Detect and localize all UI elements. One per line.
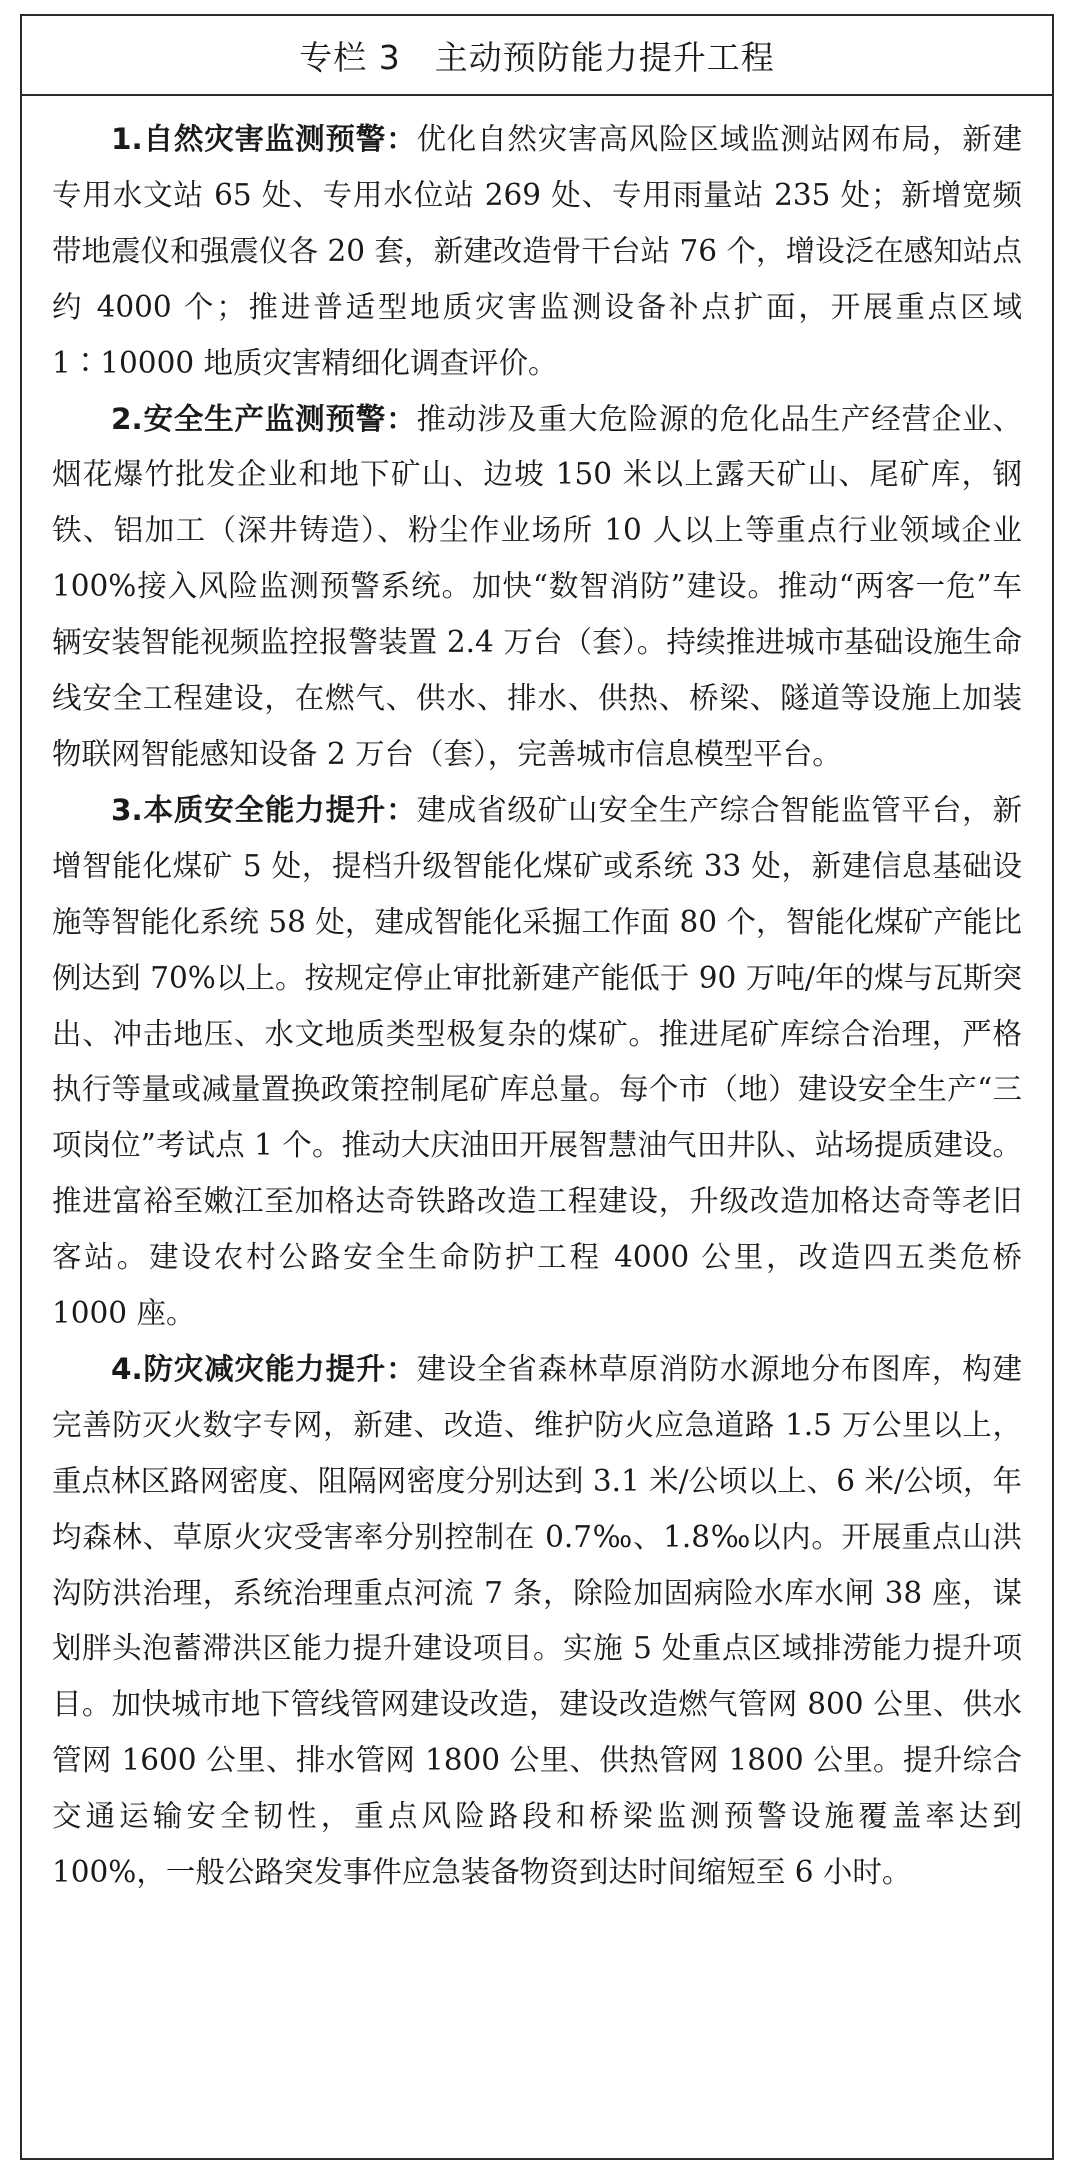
section-title: 3.本质安全能力提升： xyxy=(111,792,417,827)
column-header xyxy=(22,16,1052,96)
section-body: 建成省级矿山安全生产综合智能监管平台，新增智能化煤矿 5 处，提档升级智能化煤矿或系统 33 处，新建信息基础设施等智能化系统 58 处，建成智能化采掘工作面 80 个，智能化煤矿产能比例达到 70%以上。按规定停止审批新建产能低于 90 万吨/年的煤与瓦斯突出、冲击地压、水文地质类型极复杂的煤矿。推进尾矿库综合治理，严格执行等量或减量置换政策控制尾矿库总量。每个市（地）建设安全生产“三项岗位”考试点 1 个。推动大庆油田开展智慧油气田井队、站场提质建设。推进富裕至嫩江至加格达奇铁路改造工程建设，升级改造加格达奇等老旧客站。建设农村公路安全生命防护工程 4000 公里，改造四五类危桥 1000 座。 xyxy=(52,792,1022,1331)
section-title: 4.防灾减灾能力提升： xyxy=(111,1351,417,1386)
column-title: 专栏 3 主动预防能力提升工程 xyxy=(299,37,775,77)
section-natural-disaster xyxy=(52,112,1022,392)
section-body: 优化自然灾害高风险区域监测站网布局，新建专用水文站 65 处、专用水位站 269 处、专用雨量站 235 处；新增宽频带地震仪和强震仪各 20 套，新建改造骨干台站 76 个，增设泛在感知站点约 4000 个；推进普适型地质灾害监测设备补点扩面，开展重点区域 1∶10000 地质灾害精细化调查评价。 xyxy=(52,122,1022,380)
section-title: 2.安全生产监测预警： xyxy=(111,401,417,436)
section-body: 推动涉及重大危险源的危化品生产经营企业、烟花爆竹批发企业和地下矿山、边坡 150 米以上露天矿山、尾矿库，钢铁、铝加工（深井铸造）、粉尘作业场所 10 人以上等重点行业领域企业 100%接入风险监测预警系统。加快“数智消防”建设。推动“两客一危”车辆安装智能视频监控报警装置 2.4 万台（套）。持续推进城市基础设施生命线安全工程建设，在燃气、供水、排水、供热、桥梁、隧道等设施上加装物联网智能感知设备 2 万台（套），完善城市信息模型平台。 xyxy=(52,401,1022,771)
section-intrinsic-safety xyxy=(52,783,1022,1342)
section-production-safety xyxy=(52,392,1022,783)
section-body: 建设全省森林草原消防水源地分布图库，构建完善防灭火数字专网，新建、改造、维护防火应急道路 1.5 万公里以上，重点林区路网密度、阻隔网密度分别达到 3.1 米/公顷以上、6 米/公顷，年均森林、草原火灾受害率分别控制在 0.7‰、1.8‰以内。开展重点山洪沟防洪治理，系统治理重点河流 7 条，除险加固病险水库水闸 38 座，谋划胖头泡蓄滞洪区能力提升建设项目。实施 5 处重点区域排涝能力提升项目。加快城市地下管线管网建设改造，建设改造燃气管网 800 公里、供水管网 1600 公里、排水管网 1800 公里、供热管网 1800 公里。提升综合交通运输安全韧性，重点风险路段和桥梁监测预警设施覆盖率达到 100%，一般公路突发事件应急装备物资到达时间缩短至 6 小时。 xyxy=(52,1351,1022,1890)
section-disaster-reduction xyxy=(52,1342,1022,1901)
column-content xyxy=(22,96,1052,1901)
section-title: 1.自然灾害监测预警： xyxy=(111,122,417,156)
column-box xyxy=(20,14,1054,2160)
